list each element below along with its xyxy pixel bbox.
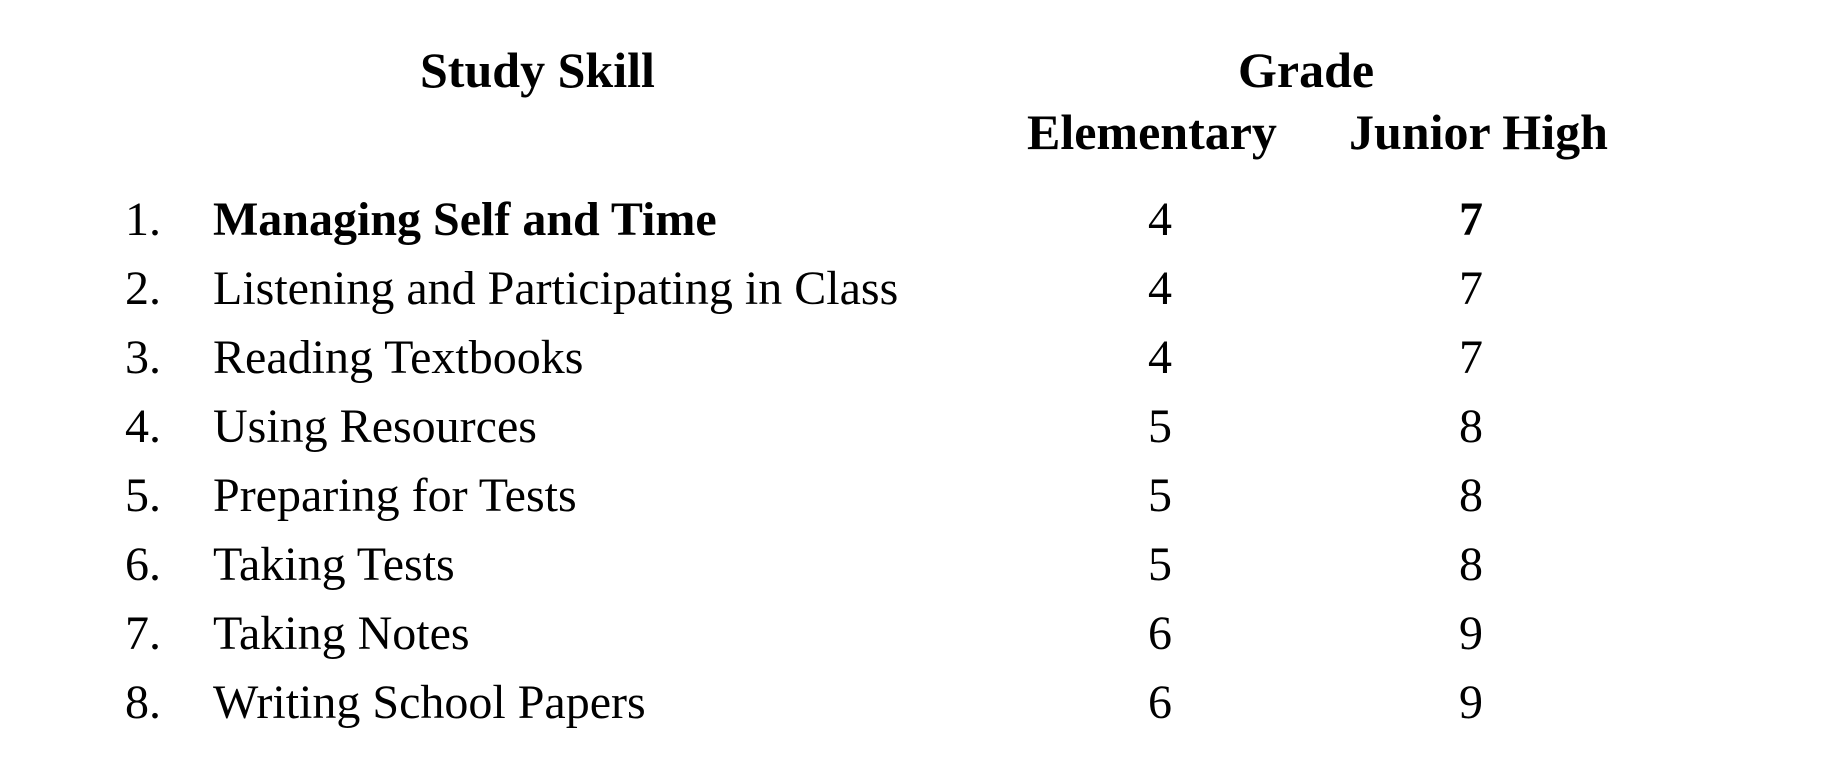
study-skill-name: Taking Tests <box>213 538 455 591</box>
junior-high-header: Junior High <box>1349 104 1608 160</box>
study-skill-header: Study Skill <box>420 42 655 98</box>
junior-high-grade: 9 <box>1459 676 1483 729</box>
study-skill-name: Writing School Papers <box>213 676 646 729</box>
elementary-header: Elementary <box>1027 104 1277 160</box>
row-number: 7. <box>125 607 161 660</box>
row-number: 8. <box>125 676 161 729</box>
junior-high-grade: 9 <box>1459 607 1483 660</box>
table-row <box>0 331 1825 403</box>
table-row <box>0 262 1825 334</box>
elementary-grade: 4 <box>1148 331 1172 384</box>
table-row <box>0 676 1825 748</box>
junior-high-grade: 8 <box>1459 400 1483 453</box>
row-number: 3. <box>125 331 161 384</box>
junior-high-grade: 7 <box>1459 193 1483 246</box>
study-skill-name: Preparing for Tests <box>213 469 577 522</box>
row-number: 4. <box>125 400 161 453</box>
study-skill-name: Managing Self and Time <box>213 193 717 246</box>
elementary-grade: 6 <box>1148 676 1172 729</box>
elementary-grade: 4 <box>1148 262 1172 315</box>
table-row <box>0 193 1825 265</box>
row-number: 5. <box>125 469 161 522</box>
junior-high-grade: 7 <box>1459 262 1483 315</box>
junior-high-grade: 7 <box>1459 331 1483 384</box>
study-skill-name: Listening and Participating in Class <box>213 262 899 315</box>
study-skill-name: Using Resources <box>213 400 537 453</box>
elementary-grade: 6 <box>1148 607 1172 660</box>
elementary-grade: 4 <box>1148 193 1172 246</box>
row-number: 6. <box>125 538 161 591</box>
row-number: 1. <box>125 193 161 246</box>
grade-header: Grade <box>1238 42 1375 98</box>
elementary-grade: 5 <box>1148 400 1172 453</box>
elementary-grade: 5 <box>1148 469 1172 522</box>
junior-high-grade: 8 <box>1459 469 1483 522</box>
junior-high-grade: 8 <box>1459 538 1483 591</box>
table-row <box>0 607 1825 679</box>
study-skill-name: Reading Textbooks <box>213 331 584 384</box>
table-row <box>0 400 1825 472</box>
table-row <box>0 538 1825 610</box>
row-number: 2. <box>125 262 161 315</box>
table-row <box>0 469 1825 541</box>
elementary-grade: 5 <box>1148 538 1172 591</box>
study-skill-name: Taking Notes <box>213 607 470 660</box>
